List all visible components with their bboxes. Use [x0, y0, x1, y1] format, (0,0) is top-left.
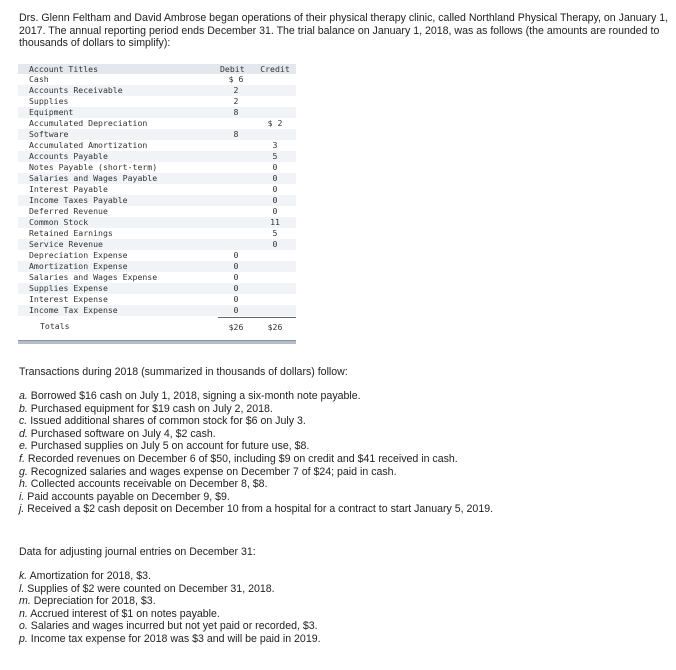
credit-cell: 5	[272, 228, 278, 238]
debit-cell: 0	[233, 305, 239, 315]
table-row	[18, 228, 296, 239]
list-item	[19, 620, 669, 633]
list-item	[19, 478, 669, 491]
account-title-cell: Notes Payable (short-term)	[29, 162, 158, 172]
item-label: g.	[19, 465, 28, 478]
debit-cell	[218, 239, 254, 250]
table-row	[18, 261, 296, 272]
totals-credit: $26	[254, 317, 296, 335]
account-title-cell: Income Taxes Payable	[29, 195, 128, 205]
credit-cell: 0	[272, 173, 278, 183]
item-label: a.	[19, 390, 28, 402]
debit-cell	[218, 118, 254, 129]
item-label: b.	[19, 402, 28, 415]
table-row	[18, 173, 296, 184]
account-title-cell: Deferred Revenue	[29, 206, 108, 216]
totals-row	[18, 317, 296, 335]
credit-cell: 5	[272, 151, 278, 161]
credit-cell: 0	[272, 162, 278, 172]
table-row	[18, 85, 296, 96]
debit-cell	[218, 195, 254, 206]
credit-cell: 0	[272, 206, 278, 216]
item-text: Purchased supplies on July 5 on account for future use, $8.	[30, 440, 310, 453]
header-debit: Debit	[220, 64, 245, 74]
table-row	[18, 96, 296, 107]
list-item	[19, 390, 669, 403]
list-item	[19, 428, 669, 441]
debit-cell: 8	[233, 129, 239, 139]
table-row	[18, 118, 296, 129]
list-item	[19, 570, 669, 583]
item-label: f.	[19, 452, 25, 465]
item-text: Issued additional shares of common stock for $6 on July 3.	[30, 415, 306, 428]
debit-cell	[218, 162, 254, 173]
credit-cell: 11	[270, 217, 280, 227]
adjustments-heading: Data for adjusting journal entries on December 31:	[19, 546, 256, 558]
account-title-cell: Accumulated Amortization	[29, 140, 148, 150]
credit-cell	[254, 96, 296, 107]
table-row	[18, 74, 296, 85]
debit-cell	[218, 151, 254, 162]
item-label: o.	[19, 620, 28, 633]
item-text: Borrowed $16 cash on July 1, 2018, signing a six-month note payable.	[30, 390, 361, 402]
item-text: Depreciation for 2018, $3.	[33, 595, 156, 608]
table-row	[18, 294, 296, 305]
item-label: m.	[19, 595, 31, 608]
account-title-cell: Salaries and Wages Payable	[29, 173, 158, 183]
item-text: Salaries and wages incurred but not yet paid or recorded, $3.	[30, 620, 318, 633]
account-title-cell: Service Revenue	[29, 239, 103, 249]
item-label: k.	[19, 570, 28, 582]
item-text: Paid accounts payable on December 9, $9.	[27, 490, 230, 503]
item-text: Supplies of $2 were counted on December 31, 2018.	[27, 582, 275, 595]
table-row	[18, 151, 296, 162]
account-title-cell: Salaries and Wages Expense	[29, 272, 158, 282]
account-title-cell: Interest Payable	[29, 184, 108, 194]
account-title-cell: Interest Expense	[29, 294, 108, 304]
account-title-cell: Common Stock	[29, 217, 89, 227]
account-title-cell: Supplies Expense	[29, 283, 108, 293]
item-text: Recorded revenues on December 6 of $50, including $9 on credit and $41 received in cash.	[27, 452, 458, 465]
table-row	[18, 305, 296, 316]
debit-cell	[218, 173, 254, 184]
header-account-titles: Account Titles	[29, 64, 99, 74]
credit-cell	[254, 305, 296, 316]
table-header	[18, 64, 296, 74]
transactions-list	[19, 390, 669, 516]
credit-cell: 3	[272, 140, 278, 150]
table-row	[18, 184, 296, 195]
list-item	[19, 453, 669, 466]
credit-cell	[254, 294, 296, 305]
debit-cell	[218, 184, 254, 195]
credit-cell	[254, 74, 296, 85]
item-text: Recognized salaries and wages expense on December 7 of $24; paid in cash.	[30, 465, 397, 478]
table-row	[18, 283, 296, 294]
item-label: e.	[19, 440, 28, 453]
table-row	[18, 140, 296, 151]
debit-cell: 2	[233, 96, 239, 106]
debit-cell: 0	[233, 283, 239, 293]
item-text: Purchased software on July 4, $2 cash.	[30, 427, 216, 440]
table-footer-bar	[18, 340, 296, 344]
table-row	[18, 107, 296, 118]
list-item	[19, 491, 669, 504]
adjustments-list	[19, 570, 669, 646]
account-title-cell: Income Tax Expense	[29, 305, 118, 315]
debit-cell	[218, 206, 254, 217]
list-item	[19, 440, 669, 453]
item-label: p.	[19, 632, 28, 645]
account-title-cell: Amortization Expense	[29, 261, 128, 271]
table-row	[18, 239, 296, 250]
account-title-cell: Accumulated Depreciation	[29, 118, 148, 128]
header-credit: Credit	[260, 64, 290, 74]
list-item	[19, 466, 669, 479]
credit-cell: $ 2	[267, 118, 283, 128]
account-title-cell: Accounts Receivable	[29, 85, 123, 95]
list-item	[19, 633, 669, 646]
list-item	[19, 503, 669, 516]
debit-cell: 0	[233, 261, 239, 271]
account-title-cell: Depreciation Expense	[29, 250, 128, 260]
item-text: Collected accounts receivable on December 8, $8.	[30, 478, 268, 491]
account-title-cell: Supplies	[29, 96, 69, 106]
list-item	[19, 415, 669, 428]
table-row	[18, 129, 296, 140]
debit-cell	[218, 140, 254, 151]
credit-cell	[254, 272, 296, 283]
credit-cell	[254, 85, 296, 96]
table-row	[18, 272, 296, 283]
item-label: i.	[19, 490, 25, 503]
account-title-cell: Accounts Payable	[29, 151, 108, 161]
item-label: j.	[19, 503, 25, 516]
item-label: d.	[19, 427, 28, 440]
account-title-cell: Software	[29, 129, 69, 139]
account-title-cell: Cash	[29, 74, 49, 84]
trial-balance-table	[18, 64, 296, 335]
credit-cell	[254, 283, 296, 294]
table-body	[18, 74, 296, 316]
table-row	[18, 217, 296, 228]
debit-cell: 0	[233, 272, 239, 282]
debit-cell	[218, 228, 254, 239]
credit-cell	[254, 261, 296, 272]
item-label: l.	[19, 582, 25, 595]
item-text: Purchased equipment for $19 cash on July 2, 2018.	[30, 402, 273, 415]
item-text: Amortization for 2018, $3.	[29, 570, 151, 582]
debit-cell: 8	[233, 107, 239, 117]
credit-cell	[254, 250, 296, 261]
item-text: Income tax expense for 2018 was $3 and will be paid in 2019.	[30, 632, 321, 645]
list-item	[19, 583, 669, 596]
credit-cell: 0	[272, 195, 278, 205]
debit-cell: $ 6	[228, 74, 244, 84]
table-row	[18, 206, 296, 217]
credit-cell	[254, 129, 296, 140]
intro-paragraph: Drs. Glenn Feltham and David Ambrose began operations of their physical therapy clinic, called Northland Physical Therapy, on January 1, 2017. The annual reporting period ends December 31. The trial balance on January 1, 2018, was as follows (the amounts are rounded to thousands of dollars to simplify):	[19, 12, 669, 50]
list-item	[19, 595, 669, 608]
item-text: Accrued interest of $1 on notes payable.	[30, 607, 220, 620]
debit-cell: 2	[233, 85, 239, 95]
table-row	[18, 195, 296, 206]
list-item	[19, 403, 669, 416]
debit-cell: 0	[233, 250, 239, 260]
account-title-cell: Retained Earnings	[29, 228, 113, 238]
debit-cell	[218, 217, 254, 228]
account-title-cell: Equipment	[29, 107, 74, 117]
credit-cell	[254, 107, 296, 118]
credit-cell: 0	[272, 184, 278, 194]
totals-debit: $26	[218, 317, 254, 335]
item-label: n.	[19, 607, 28, 620]
item-label: h.	[19, 478, 28, 491]
table-row	[18, 162, 296, 173]
list-item	[19, 608, 669, 621]
transactions-heading: Transactions during 2018 (summarized in thousands of dollars) follow:	[19, 366, 348, 378]
totals-label: Totals	[40, 321, 70, 331]
debit-cell: 0	[233, 294, 239, 304]
table-row	[18, 250, 296, 261]
item-text: Received a $2 cash deposit on December 10 from a hospital for a contract to start January 5, 2019.	[27, 503, 494, 516]
item-label: c.	[19, 415, 28, 428]
credit-cell: 0	[272, 239, 278, 249]
